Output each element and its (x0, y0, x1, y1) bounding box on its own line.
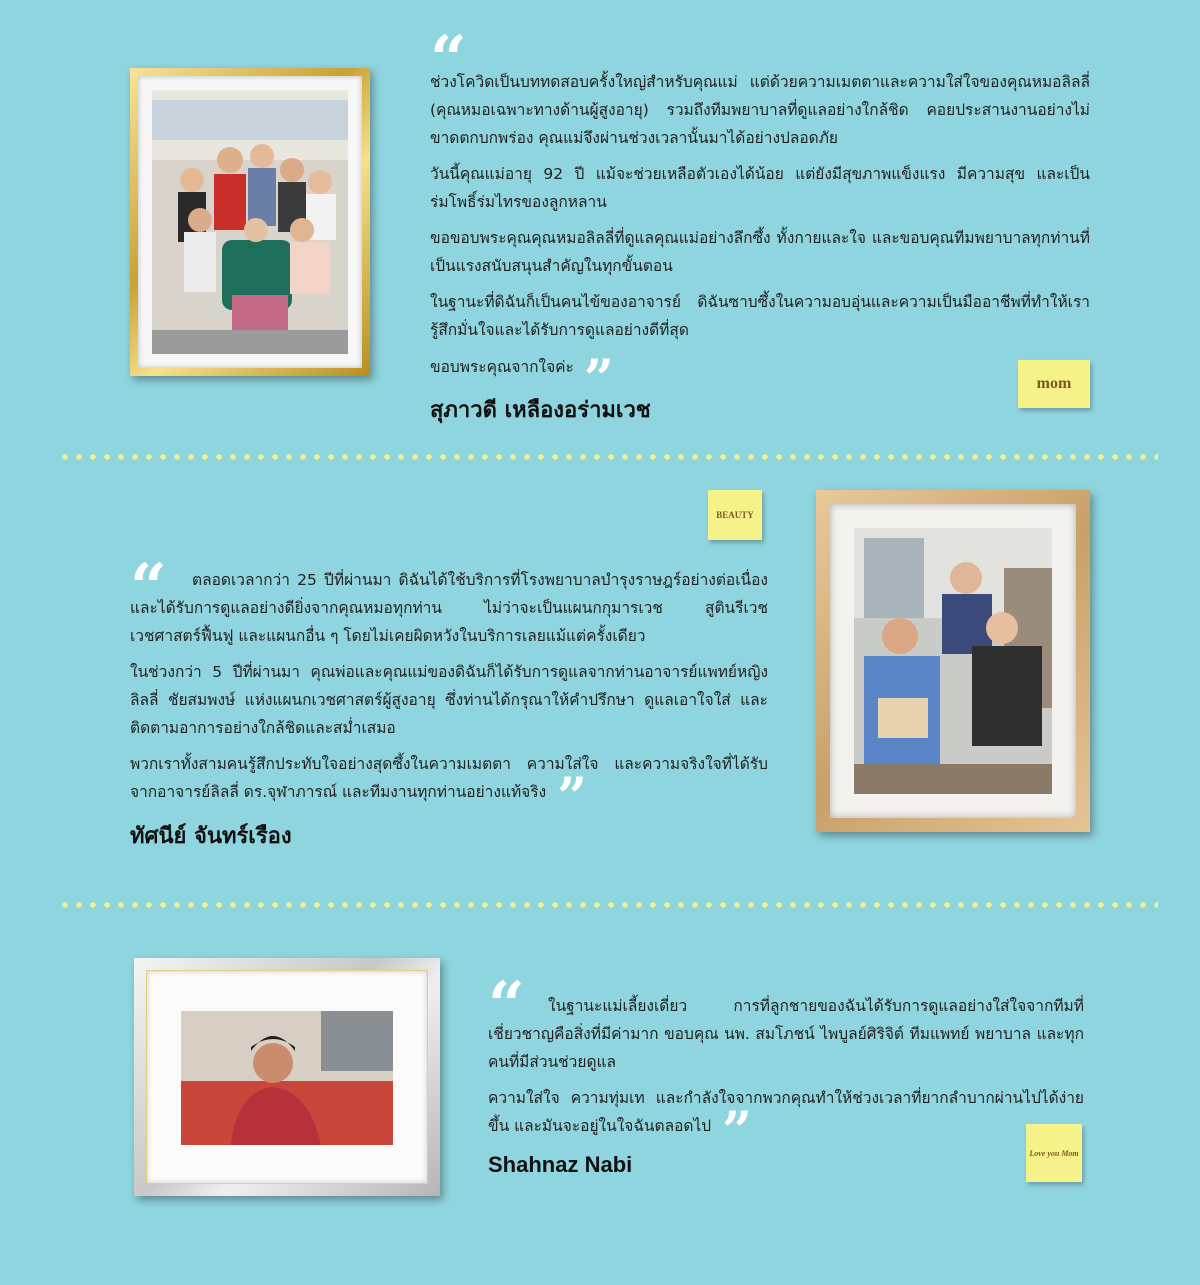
testimonial-3-text (488, 992, 1084, 1178)
quote-open-icon: “ (130, 550, 163, 625)
sticky-note-mom (1018, 360, 1090, 408)
photo-frame-gold (130, 68, 370, 376)
testimonial-2-author: ทัศนีย์ จันทร์เรือง (130, 824, 292, 849)
portrait-photo-3 (181, 1011, 393, 1145)
testimonial-1-paragraph: ในฐานะที่ดิฉันก็เป็นคนไข้ของอาจารย์ ดิฉันซาบซึ้งในความอบอุ่นและความเป็นมืออาชีพที่ทำให้เรารู้สึกมั่นใจและได้รับการดูแลอย่างดีที่สุด (430, 293, 1090, 339)
sticky-note-text: BEAUTY (716, 510, 754, 520)
dotted-divider (58, 454, 1158, 460)
quote-close-icon: ” (722, 1101, 748, 1162)
testimonial-2-text (130, 566, 768, 853)
testimonial-2-paragraph: ตลอดเวลากว่า 25 ปีที่ผ่านมา ดิฉันได้ใช้บริการที่โรงพยาบาลบำรุงราษฎร์อย่างต่อเนื่อง และได้รับการดูแลอย่างดียิ่งจากคุณหมอทุกท่าน ไม่ว่าจะเป็นแผนกกุมารเวช สูตินรีเวช เวชศาสตร์ฟื้นฟู และแผนกอื่น ๆ โดยไม่เคยผิดหวังในบริการเลยแม้แต่ครั้งเดียว (130, 571, 768, 645)
testimonial-1-text (430, 68, 1090, 427)
testimonial-2-closing-text: พวกเราทั้งสามคนรู้สึกประทับใจอย่างสุดซึ้งในความเมตตา ความใส่ใจ และความจริงใจที่ได้รับจากอาจารย์ลิลลี่ ดร.จุฬาภารณ์ และทีมงานทุกท่านอย่างแท้จริง (130, 755, 768, 801)
testimonial-1-paragraph: ขอขอบพระคุณคุณหมอลิลลี่ที่ดูแลคุณแม่อย่างลึกซึ้ง ทั้งกายและใจ และขอบคุณทีมพยาบาลทุกท่านที่เป็นแรงสนับสนุนสำคัญในทุกขั้นตอน (430, 229, 1090, 275)
testimonial-1-author: สุภาวดี เหลืองอร่ามเวช (430, 398, 651, 423)
photo-frame-silver (134, 958, 440, 1196)
photo-frame-wood (816, 490, 1090, 832)
testimonial-1-paragraph: ช่วงโควิดเป็นบททดสอบครั้งใหญ่สำหรับคุณแม่ แต่ด้วยความเมตตาและความใส่ใจของคุณหมอลิลลี่ (คุณหมอเฉพาะทางด้านผู้สูงอายุ) รวมถึงทีมพยาบาลที่ดูแลอย่างใกล้ชิด คอยประสานงานอย่างไม่ขาดตกบกพร่อง คุณแม่จึงผ่านช่วงเวลานั้นมาได้อย่างปลอดภัย (430, 73, 1090, 147)
family-photo-1 (152, 90, 348, 354)
dotted-divider (58, 902, 1158, 908)
sticky-note-beauty (708, 490, 762, 540)
testimonial-2-paragraph: ในช่วงกว่า 5 ปีที่ผ่านมา คุณพ่อและคุณแม่ของดิฉันก็ได้รับการดูแลจากท่านอาจารย์แพทย์หญิงลิลลี่ ชัยสมพงษ์ แห่งแผนกเวชศาสตร์ผู้สูงอายุ ซึ่งท่านได้กรุณาให้คำปรึกษา ดูแลเอาใจใส่ และติดตามอาการอย่างใกล้ชิดและสม่ำเสมอ (130, 663, 768, 737)
frame-mat (138, 76, 362, 368)
quote-close-icon: ” (583, 349, 610, 410)
testimonial-1-closing-text: ขอบพระคุณจากใจค่ะ (430, 358, 574, 376)
sticky-note-text: mom (1036, 375, 1072, 392)
sticky-note-love (1026, 1124, 1082, 1182)
testimonial-3-closing-text: ความใส่ใจ ความทุ่มเท และกำลังใจจากพวกคุณทำให้ช่วงเวลาที่ยากลำบากผ่านไปได้ง่ายขึ้น และมันจะอยู่ในใจฉันตลอดไป (488, 1089, 1084, 1135)
testimonial-2-paragraph-last (130, 750, 768, 828)
sticky-note-text: Love you Mom (1029, 1148, 1079, 1158)
quote-close-icon: ” (557, 767, 583, 828)
family-photo-2 (854, 528, 1052, 794)
testimonial-3-paragraph: ในฐานะแม่เลี้ยงเดี่ยว การที่ลูกชายของฉันได้รับการดูแลอย่างใส่ใจจากทีมที่เชี่ยวชาญคือสิ่งที่มีค่ามาก ขอบคุณ นพ. สมโภชน์ ไพบูลย์ศิริจิต์ ทีมแพทย์ พยาบาล และทุกคนที่มีส่วนช่วยดูแล (488, 997, 1084, 1071)
testimonial-3-author: Shahnaz Nabi (488, 1152, 633, 1177)
testimonial-1-paragraph: วันนี้คุณแม่อายุ 92 ปี แม้จะช่วยเหลือตัวเองได้น้อย แต่ยังมีสุขภาพแข็งแรง มีความสุข และเป็นร่มโพธิ์ร่มไทรของลูกหลาน (430, 165, 1090, 211)
frame-mat (146, 970, 428, 1184)
frame-mat (830, 504, 1076, 818)
quote-open-icon: “ (430, 22, 463, 97)
quote-open-icon: “ (488, 968, 521, 1043)
